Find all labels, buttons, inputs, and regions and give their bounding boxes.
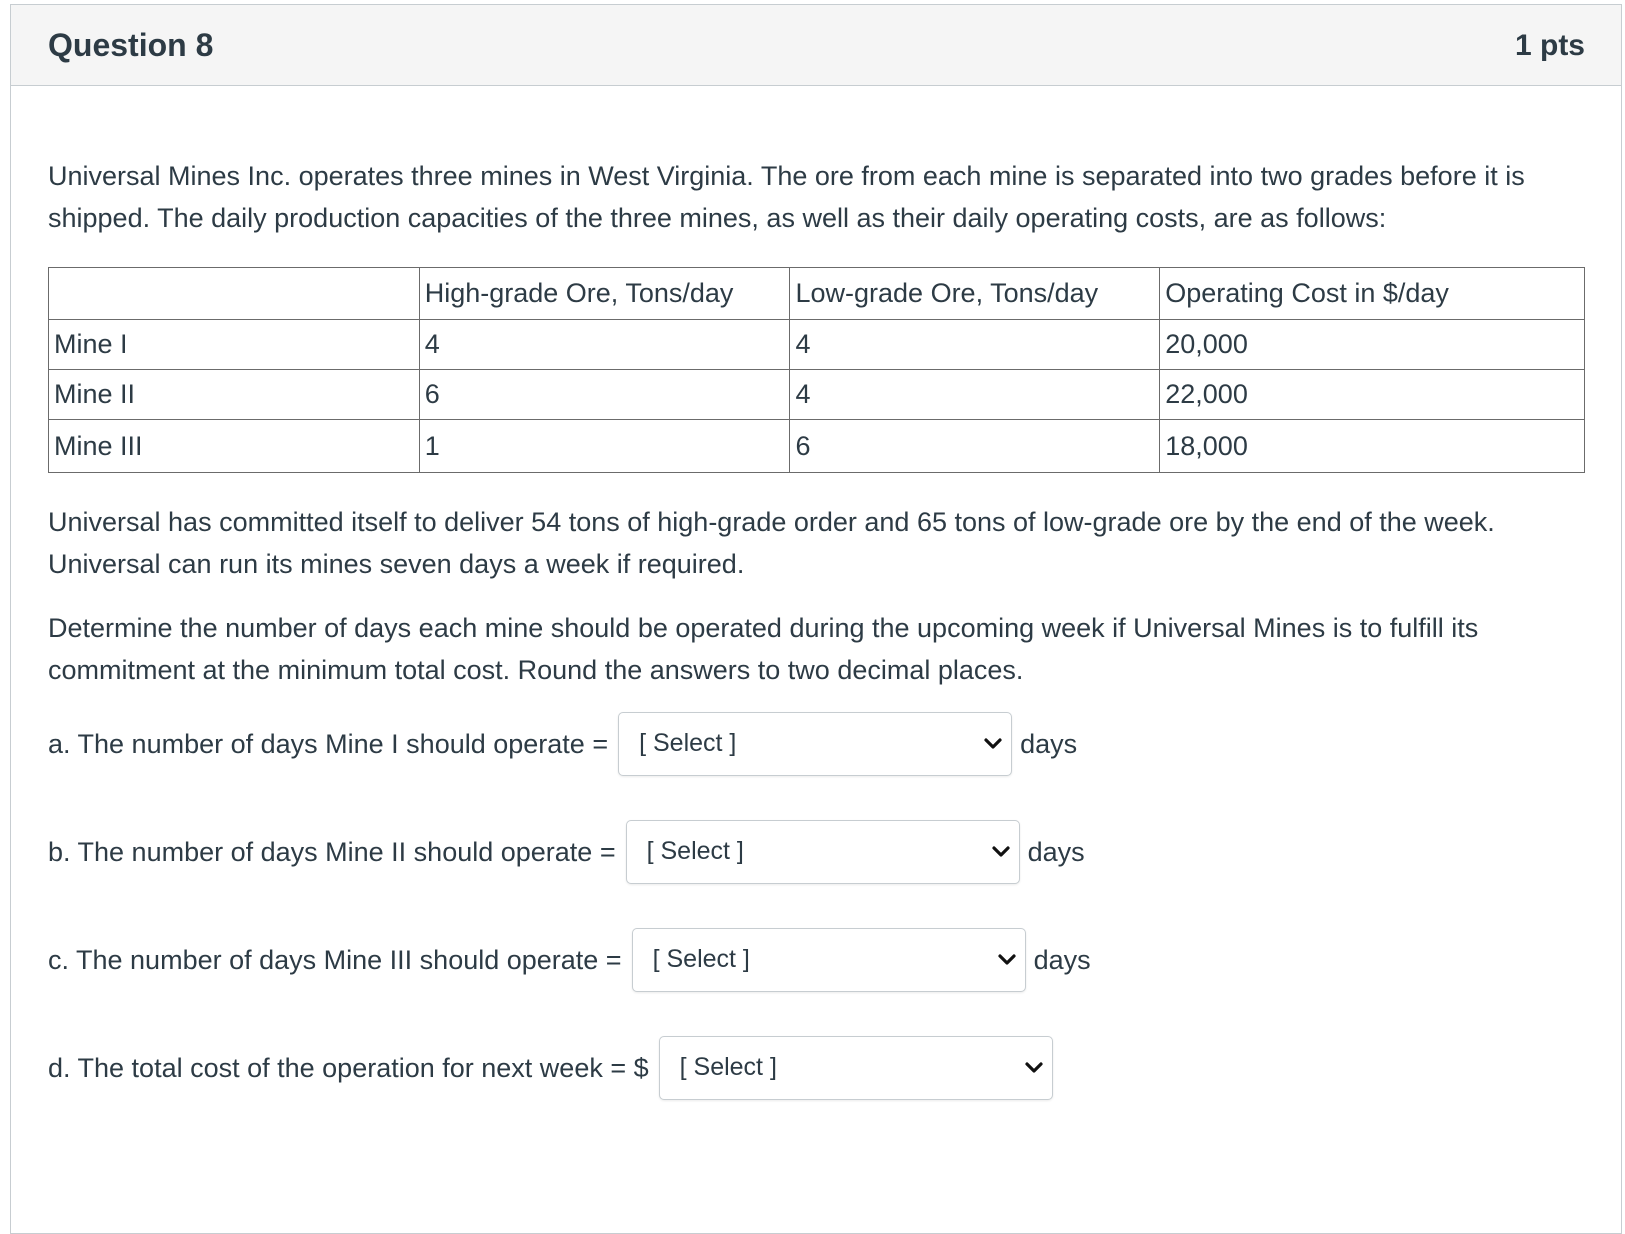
select-value: [ Select ] bbox=[639, 729, 737, 757]
table-header-cell: High-grade Ore, Tons/day bbox=[419, 268, 790, 320]
mines-table bbox=[48, 267, 1585, 473]
commitment-text: Universal has committed itself to deliver 54 tons of high-grade order and 65 tons of low-grade ore by the end of the week. Universal can run its mines seven days a week if required. bbox=[48, 507, 1495, 579]
table-cell: Mine II bbox=[49, 370, 420, 420]
unit-label: days bbox=[1033, 944, 1091, 975]
table-cell: 1 bbox=[419, 420, 790, 473]
select-value: [ Select ] bbox=[646, 837, 744, 865]
table-header-cell bbox=[49, 268, 420, 320]
table-row bbox=[49, 320, 1585, 370]
table-cell: 20,000 bbox=[1160, 320, 1585, 370]
answer-row-a bbox=[48, 711, 1077, 777]
table-header-cell: Low-grade Ore, Tons/day bbox=[790, 268, 1160, 320]
answer-label: c. The number of days Mine III should operate = bbox=[48, 944, 622, 975]
intro-text: Universal Mines Inc. operates three mines in West Virginia. The ore from each mine is separated into two grades before it is shipped. The daily production capacities of the three mines, as well as their daily operating costs, are as follows: bbox=[48, 161, 1525, 233]
table-header-cell: Operating Cost in $/day bbox=[1160, 268, 1585, 320]
select-value: [ Select ] bbox=[652, 945, 750, 973]
chevron-down-icon bbox=[991, 845, 1011, 859]
table-cell: 18,000 bbox=[1160, 420, 1585, 473]
chevron-down-icon bbox=[1024, 1061, 1044, 1075]
mine-iii-days-select[interactable] bbox=[632, 928, 1026, 992]
answer-row-c bbox=[48, 927, 1091, 993]
mine-i-days-select[interactable] bbox=[618, 712, 1012, 776]
instruction-text: Determine the number of days each mine should be operated during the upcoming week if Universal Mines is to fulfill its commitment at the minimum total cost. Round the answers to two decimal places. bbox=[48, 613, 1479, 685]
table-cell: 4 bbox=[790, 370, 1160, 420]
table-cell: Mine III bbox=[49, 420, 420, 473]
answer-row-d bbox=[48, 1035, 1053, 1101]
table-cell: 6 bbox=[790, 420, 1160, 473]
select-value: [ Select ] bbox=[679, 1053, 777, 1081]
table-row bbox=[49, 370, 1585, 420]
unit-label: days bbox=[1027, 836, 1085, 867]
total-cost-select[interactable] bbox=[659, 1036, 1053, 1100]
table-cell: Mine I bbox=[49, 320, 420, 370]
table-cell: 6 bbox=[419, 370, 790, 420]
table-cell: 4 bbox=[419, 320, 790, 370]
table-row bbox=[49, 420, 1585, 473]
question-header bbox=[11, 5, 1621, 86]
chevron-down-icon bbox=[983, 737, 1003, 751]
table-header-row bbox=[49, 268, 1585, 320]
chevron-down-icon bbox=[997, 953, 1017, 967]
question-points: 1 pts bbox=[1514, 29, 1585, 62]
question-title: Question 8 bbox=[48, 27, 214, 63]
answer-label: b. The number of days Mine II should operate = bbox=[48, 836, 616, 867]
question-card bbox=[10, 4, 1622, 1234]
table-cell: 22,000 bbox=[1160, 370, 1585, 420]
mine-ii-days-select[interactable] bbox=[626, 820, 1020, 884]
answer-row-b bbox=[48, 819, 1085, 885]
answer-label: a. The number of days Mine I should operate = bbox=[48, 728, 609, 759]
table-cell: 4 bbox=[790, 320, 1160, 370]
unit-label: days bbox=[1020, 728, 1078, 759]
answer-label: d. The total cost of the operation for next week = $ bbox=[48, 1052, 649, 1083]
